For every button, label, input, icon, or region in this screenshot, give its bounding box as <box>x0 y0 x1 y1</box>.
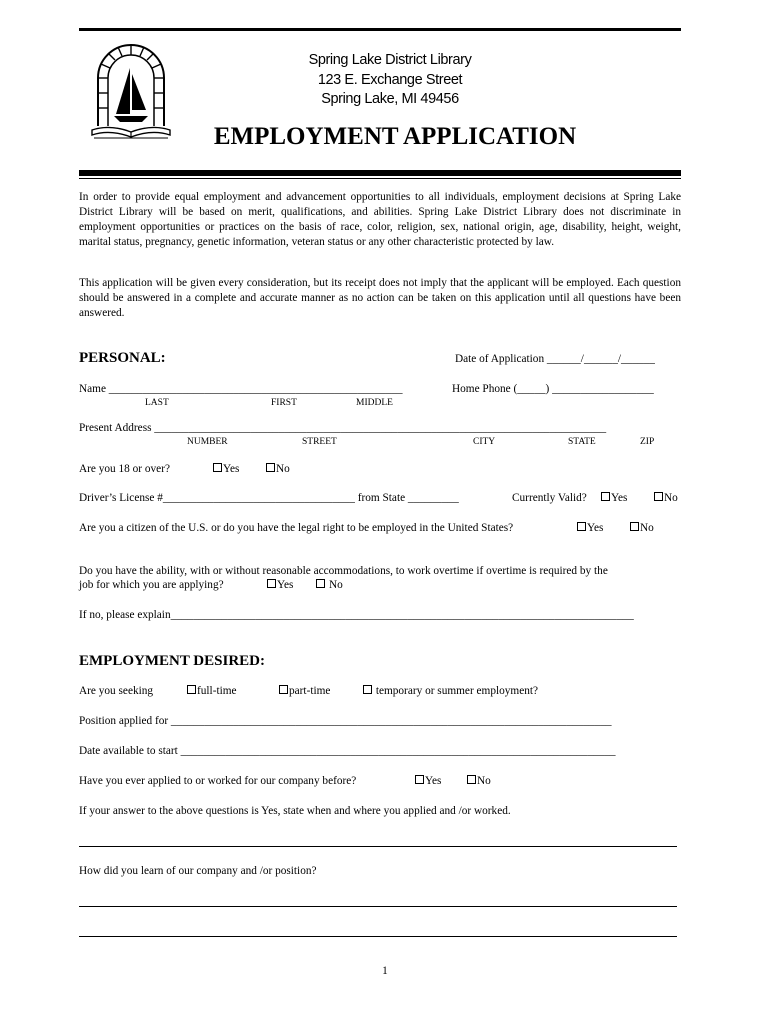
checkbox-icon[interactable] <box>467 775 476 784</box>
if-yes-instruction: If your answer to the above questions is Yes, state when and where you applied and /or worked. <box>79 805 511 817</box>
license-valid-no-option[interactable]: No <box>654 492 678 504</box>
age-question: Are you 18 or over? <box>79 463 170 475</box>
address-street-label: STREET <box>302 437 337 447</box>
how-learn-answer-line-2[interactable] <box>79 936 677 937</box>
temporary-option[interactable]: temporary or summer employment? <box>363 685 538 697</box>
overtime-question-line2: job for which you are applying? <box>79 579 224 591</box>
citizen-question: Are you a citizen of the U.S. or do you have the legal right to be employed in the United States? <box>79 522 514 534</box>
citizen-yes-option[interactable]: Yes <box>577 522 603 534</box>
seeking-question: Are you seeking <box>79 685 154 697</box>
overtime-no-option[interactable]: No <box>316 579 343 591</box>
checkbox-icon[interactable] <box>279 685 288 694</box>
library-city: Spring Lake, MI 49456 <box>321 91 459 107</box>
how-learn-question: How did you learn of our company and /or position? <box>79 865 317 877</box>
how-learn-answer-line-1[interactable] <box>79 906 677 907</box>
page-title: EMPLOYMENT APPLICATION <box>213 123 577 150</box>
age-yes-option[interactable]: Yes <box>213 463 239 475</box>
address-zip-label: ZIP <box>640 437 655 447</box>
intro-paragraph-eeo: In order to provide equal employment and advancement opportunities to all individuals, employment decisions at Spring Lake District Library will be based on merit, qualifications, and abilities. Spring Lake District Library does not discriminate in employment opportunities or practices on the basis of race, color, religion, sex, national origin, age, disability, height, weight, marital status, pregnancy, genetic information, veteran status or any other characteristic protected by law. <box>79 191 681 248</box>
header-thin-rule <box>79 178 681 179</box>
checkbox-icon[interactable] <box>187 685 196 694</box>
address-number-label: NUMBER <box>187 437 228 447</box>
date-available-field[interactable]: Date available to start _____________________________________________________________________________ <box>79 745 616 757</box>
personal-heading: PERSONAL: <box>79 350 166 366</box>
header-top-rule <box>79 28 681 31</box>
part-time-option[interactable]: part-time <box>279 685 330 697</box>
page-number: 1 <box>382 965 388 977</box>
applied-before-yes-option[interactable]: Yes <box>415 775 441 787</box>
drivers-license-field[interactable]: Driver’s License #__________________________________ from State _________ <box>79 492 459 504</box>
checkbox-icon[interactable] <box>316 579 325 588</box>
address-state-label: STATE <box>568 437 596 447</box>
checkbox-icon[interactable] <box>415 775 424 784</box>
position-applied-field[interactable]: Position applied for ______________________________________________________________________________ <box>79 715 612 727</box>
name-middle-label: MIDDLE <box>356 398 393 408</box>
applied-before-question: Have you ever applied to or worked for our company before? <box>79 775 357 787</box>
checkbox-icon[interactable] <box>213 463 222 472</box>
letterhead <box>240 51 540 110</box>
date-of-application-field[interactable]: Date of Application ______/______/______ <box>455 353 655 365</box>
present-address-field[interactable]: Present Address ________________________________________________________________________________ <box>79 422 607 434</box>
overtime-question-line1: Do you have the ability, with or without reasonable accommodations, to work overtime if overtime is required by the <box>79 565 608 577</box>
checkbox-icon[interactable] <box>363 685 372 694</box>
checkbox-icon[interactable] <box>266 463 275 472</box>
library-street: 123 E. Exchange Street <box>317 71 463 88</box>
library-name: Spring Lake District Library <box>308 52 472 68</box>
overtime-explain-field[interactable]: If no, please explain__________________________________________________________________________________ <box>79 609 634 621</box>
library-sailboat-logo <box>90 38 172 142</box>
license-valid-question: Currently Valid? <box>512 492 587 504</box>
license-valid-yes-option[interactable]: Yes <box>601 492 627 504</box>
name-first-label: FIRST <box>271 398 297 408</box>
citizen-no-option[interactable]: No <box>630 522 654 534</box>
checkbox-icon[interactable] <box>601 492 610 501</box>
header-thick-rule <box>79 170 681 176</box>
age-no-option[interactable]: No <box>266 463 290 475</box>
checkbox-icon[interactable] <box>630 522 639 531</box>
home-phone-field[interactable]: Home Phone (_____) __________________ <box>452 383 654 395</box>
checkbox-icon[interactable] <box>577 522 586 531</box>
name-field[interactable]: Name ____________________________________________________ <box>79 383 403 395</box>
name-last-label: LAST <box>145 398 169 408</box>
checkbox-icon[interactable] <box>267 579 276 588</box>
full-time-option[interactable]: full-time <box>187 685 237 697</box>
if-yes-answer-line[interactable] <box>79 846 677 847</box>
address-city-label: CITY <box>473 437 496 447</box>
applied-before-no-option[interactable]: No <box>467 775 491 787</box>
overtime-yes-option[interactable]: Yes <box>267 579 293 591</box>
checkbox-icon[interactable] <box>654 492 663 501</box>
employment-desired-heading: EMPLOYMENT DESIRED: <box>79 653 265 669</box>
intro-paragraph-notice: This application will be given every consideration, but its receipt does not imply that the applicant will be employed. Each question should be answered in a complete and accurate manner as no action can be taken on this application until all questions have been answered. <box>79 277 681 319</box>
